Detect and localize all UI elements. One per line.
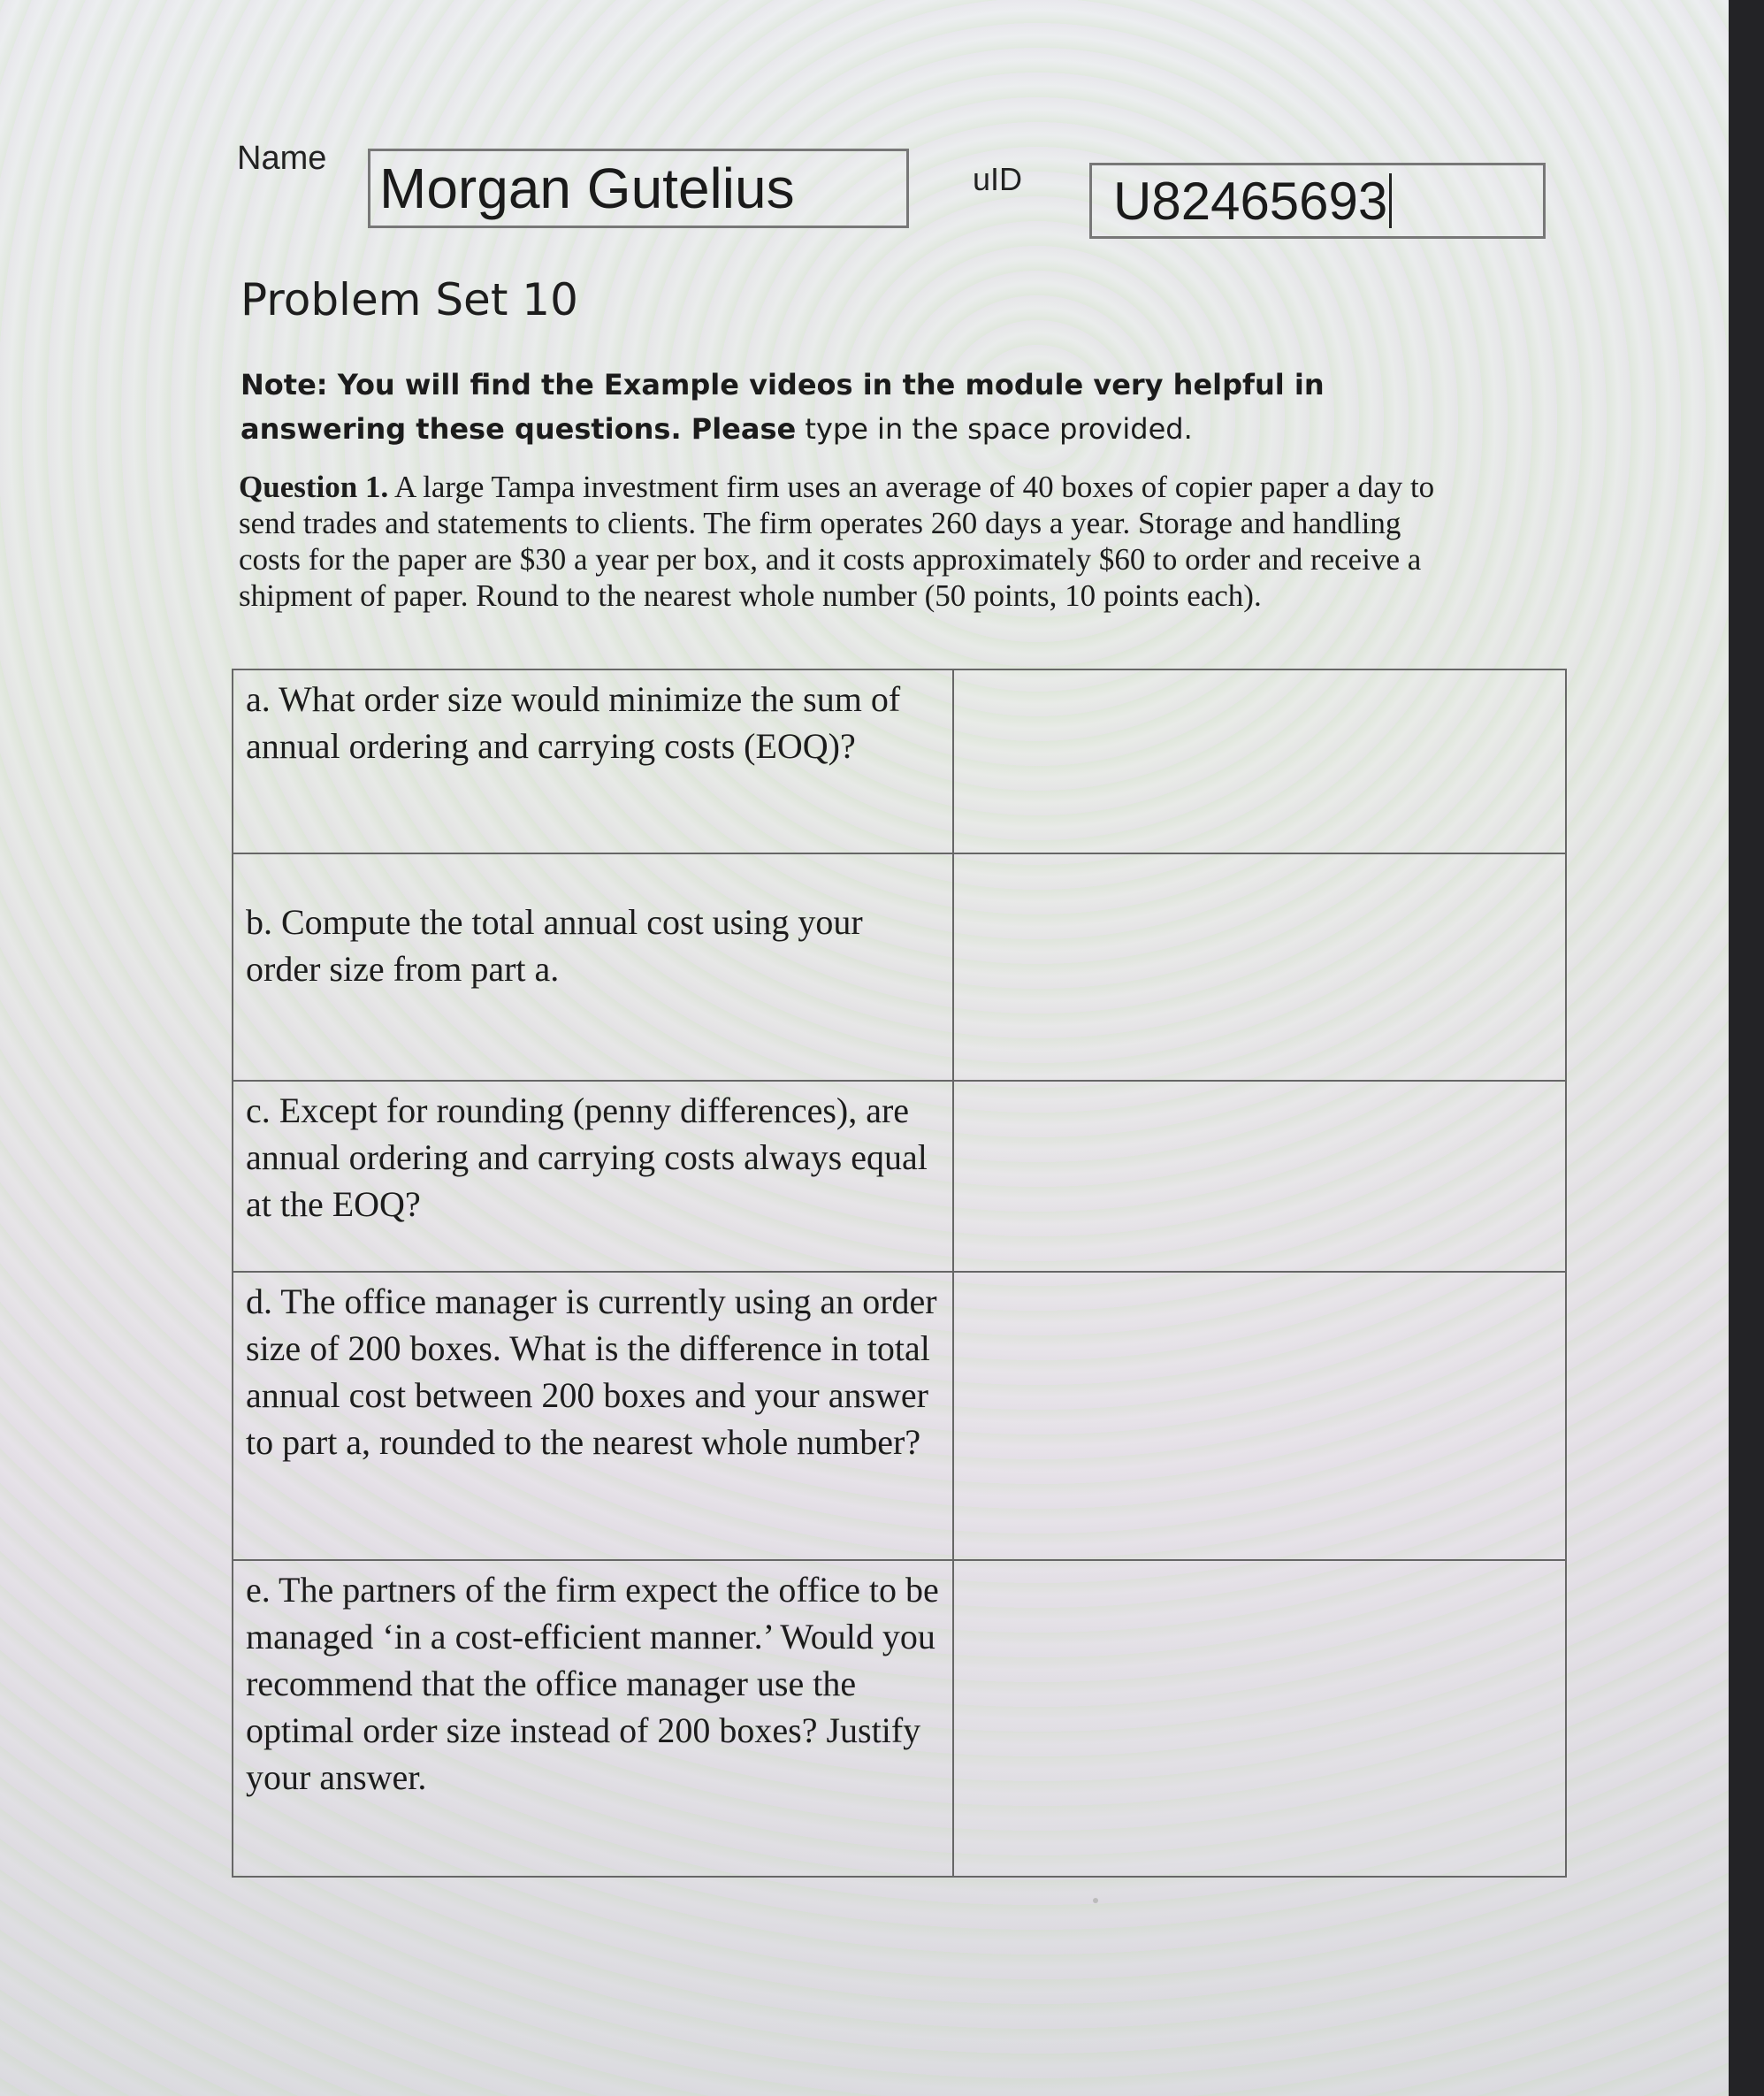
question-1-body: A large Tampa investment firm uses an average of 40 boxes of copier paper a day to send trades and statements to clients. The firm operates 260 days a year. Storage and handling costs for the paper are $30 a year per box, and it costs approximately $60 to order and receive a shipment of paper. Round to the nearest whole number (50 points, 10 points each). bbox=[239, 470, 1435, 613]
question-part-b: b. Compute the total annual cost using your order size from part a. bbox=[233, 853, 953, 1081]
screen-speck bbox=[1093, 1898, 1098, 1903]
answer-cell-b[interactable] bbox=[953, 853, 1566, 1081]
table-row bbox=[233, 1560, 1566, 1877]
question-part-c: c. Except for rounding (penny differences), are annual ordering and carrying costs always equal at the EOQ? bbox=[233, 1081, 953, 1272]
question-1-label: Question 1. bbox=[239, 470, 389, 504]
answer-cell-e[interactable] bbox=[953, 1560, 1566, 1877]
answer-cell-d[interactable] bbox=[953, 1272, 1566, 1560]
question-part-d: d. The office manager is currently using an order size of 200 boxes. What is the difference in total annual cost between 200 boxes and your answer to part a, rounded to the nearest whole number? bbox=[233, 1272, 953, 1560]
note-normal: type in the space provided. bbox=[796, 412, 1193, 446]
uid-label: uID bbox=[973, 161, 1023, 197]
note-bold: Note: You will find the Example videos in the module very helpful in answering these questions. Please bbox=[241, 368, 1325, 446]
table-row bbox=[233, 669, 1566, 853]
answer-cell-a[interactable] bbox=[953, 669, 1566, 853]
name-field[interactable] bbox=[368, 149, 909, 228]
table-row bbox=[233, 1081, 1566, 1272]
answer-cell-c[interactable] bbox=[953, 1081, 1566, 1272]
uid-value: U82465693 bbox=[1113, 171, 1388, 231]
question-part-a: a. What order size would minimize the sum of annual ordering and carrying costs (EOQ)? bbox=[233, 669, 953, 853]
page-title: Problem Set 10 bbox=[241, 274, 578, 325]
question-1-text bbox=[239, 469, 1468, 614]
uid-field[interactable] bbox=[1089, 163, 1546, 239]
text-cursor bbox=[1389, 173, 1392, 228]
table-row bbox=[233, 1272, 1566, 1560]
screen-bezel bbox=[1729, 0, 1764, 2096]
note-paragraph bbox=[241, 363, 1452, 451]
question-part-e: e. The partners of the firm expect the office to be managed ‘in a cost-efficient manner.’ Would you recommend that the office manager use the optimal order size instead of 200 boxes? Justify your answer. bbox=[233, 1560, 953, 1877]
question-table bbox=[232, 669, 1567, 1878]
table-row bbox=[233, 853, 1566, 1081]
name-label: Name bbox=[237, 140, 327, 177]
name-value: Morgan Gutelius bbox=[379, 157, 795, 220]
